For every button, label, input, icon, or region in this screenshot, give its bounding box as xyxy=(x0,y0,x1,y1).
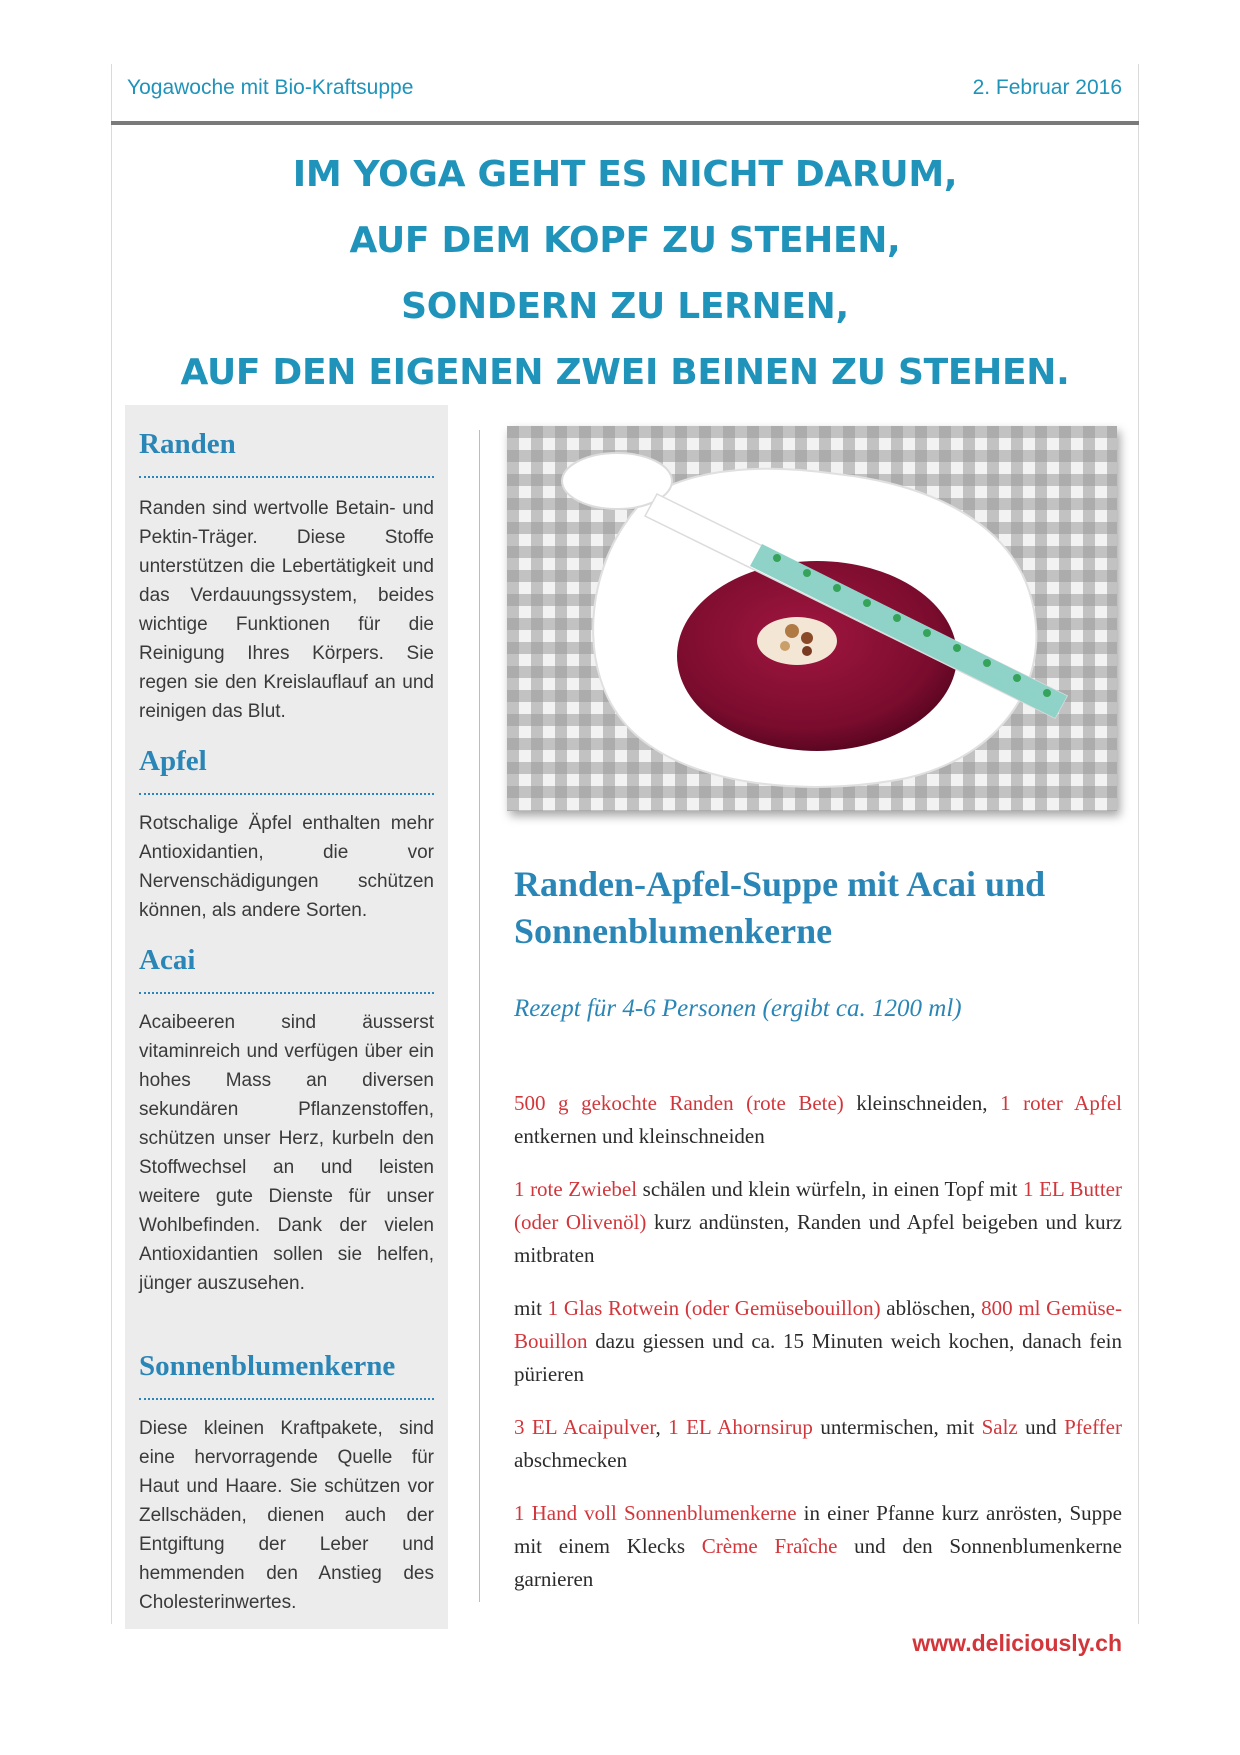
sidebar-heading-apfel: Apfel xyxy=(139,745,207,777)
header-date: 2. Februar 2016 xyxy=(972,76,1122,99)
ingredient: 1 EL Butter (oder Olivenöl) xyxy=(514,1177,1122,1234)
recipe-title: Randen-Apfel-Suppe mit Acai und Sonnenblumenkerne xyxy=(514,864,1046,951)
quote-line: IM YOGA GEHT ES NICHT DARUM, xyxy=(292,154,958,195)
ingredient: 1 Hand voll Sonnenblumenkerne xyxy=(514,1501,797,1525)
step-text: und xyxy=(1017,1415,1065,1439)
ingredient: Crème Fraîche xyxy=(701,1534,838,1558)
sidebar-heading-randen: Randen xyxy=(139,428,236,460)
step-text: ablöschen, xyxy=(880,1296,982,1320)
step-text: kleinschneiden, xyxy=(843,1091,1001,1115)
sidebar-heading-sonnenblumenkerne: Sonnenblumenkerne xyxy=(139,1350,396,1382)
sidebar-heading-acai: Acai xyxy=(139,944,196,976)
step-text: entkernen und kleinschneiden xyxy=(514,1124,765,1148)
footer-website-link[interactable]: www.deliciously.ch xyxy=(912,1630,1122,1656)
step-text: dazu giessen und ca. 15 Minuten weich kochen, danach fein pürieren xyxy=(514,1329,1122,1386)
step-text: und den Sonnenblumenkerne garnieren xyxy=(514,1534,1122,1591)
step-text: untermischen, mit xyxy=(812,1415,982,1439)
recipe-step xyxy=(514,1173,1122,1272)
ingredient: 3 EL Acaipulver xyxy=(514,1415,656,1439)
step-text: schälen und klein würfeln, in einen Topf mit xyxy=(637,1177,1023,1201)
ingredient: Pfeffer xyxy=(1064,1415,1122,1439)
sidebar-divider xyxy=(139,793,434,795)
ingredient: 1 roter Apfel xyxy=(1000,1091,1122,1115)
sidebar-text-randen: Randen sind wertvolle Betain- und Pektin-Träger. Diese Stoffe unterstützen die Lebertätigkeit und das Verdauungssystem, beides wichtige Funktionen für die Reinigung Ihres Körpers. Sie regen sie den Kreislauflauf an und reinigen das Blut. xyxy=(139,498,434,722)
step-text: , xyxy=(655,1415,669,1439)
soup-photo xyxy=(507,426,1117,811)
sidebar-text-sonnenblumenkerne: Diese kleinen Kraftpakete, sind eine hervorragende Quelle für Haut und Haare. Sie schützen vor Zellschäden, dienen auch der Entgiftung der Leber und hemmenden den Anstieg des Cholesterinwertes. xyxy=(139,1418,434,1613)
recipe-step xyxy=(514,1497,1122,1596)
soup-bowl-image xyxy=(507,426,1117,811)
recipe-step xyxy=(514,1411,1122,1477)
recipe-steps xyxy=(514,1087,1122,1616)
yoga-quote xyxy=(111,142,1139,406)
step-text: in einer Pfanne kurz anrösten, Suppe mit einem Klecks xyxy=(514,1501,1122,1558)
ingredient: 1 Glas Rotwein (oder Gemüsebouillon) xyxy=(547,1296,881,1320)
step-text: kurz andünsten, Randen und Apfel beigeben und kurz mitbraten xyxy=(514,1210,1122,1267)
ingredient: Salz xyxy=(981,1415,1018,1439)
ingredient: 1 rote Zwiebel xyxy=(514,1177,638,1201)
recipe-step xyxy=(514,1087,1122,1153)
ingredient: 800 ml Gemüse-Bouillon xyxy=(514,1296,1122,1353)
recipe-subtitle: Rezept für 4-6 Personen (ergibt ca. 1200 ml) xyxy=(514,995,962,1022)
quote-line: AUF DEM KOPF ZU STEHEN, xyxy=(349,220,901,261)
column-divider xyxy=(479,430,480,1602)
step-text: abschmecken xyxy=(514,1448,628,1472)
header-divider xyxy=(111,121,1139,125)
ingredient: 1 EL Ahornsirup xyxy=(668,1415,813,1439)
sidebar-text-apfel: Rotschalige Äpfel enthalten mehr Antioxidantien, die vor Nervenschädigungen schützen können, als andere Sorten. xyxy=(139,813,434,921)
header-title: Yogawoche mit Bio-Kraftsuppe xyxy=(127,76,414,99)
sidebar-divider xyxy=(139,476,434,478)
quote-line: SONDERN ZU LERNEN, xyxy=(401,286,849,327)
sidebar-text-acai: Acaibeeren sind äusserst vitaminreich und verfügen über ein hohes Mass an diversen sekundären Pflanzenstoffen, schützen unser Herz, kurbeln den Stoffwechsel an und leisten weitere gute Dienste für unser Wohlbefinden. Dank der vielen Antioxidantien sollen sie helfen, jünger auszusehen. xyxy=(139,1012,434,1294)
quote-line: AUF DEN EIGENEN ZWEI BEINEN ZU STEHEN. xyxy=(180,352,1070,393)
sidebar-divider xyxy=(139,992,434,994)
sidebar-divider xyxy=(139,1398,434,1400)
ingredient: 500 g gekochte Randen (rote Bete) xyxy=(514,1091,844,1115)
recipe-step xyxy=(514,1292,1122,1391)
step-text: mit xyxy=(514,1296,548,1320)
